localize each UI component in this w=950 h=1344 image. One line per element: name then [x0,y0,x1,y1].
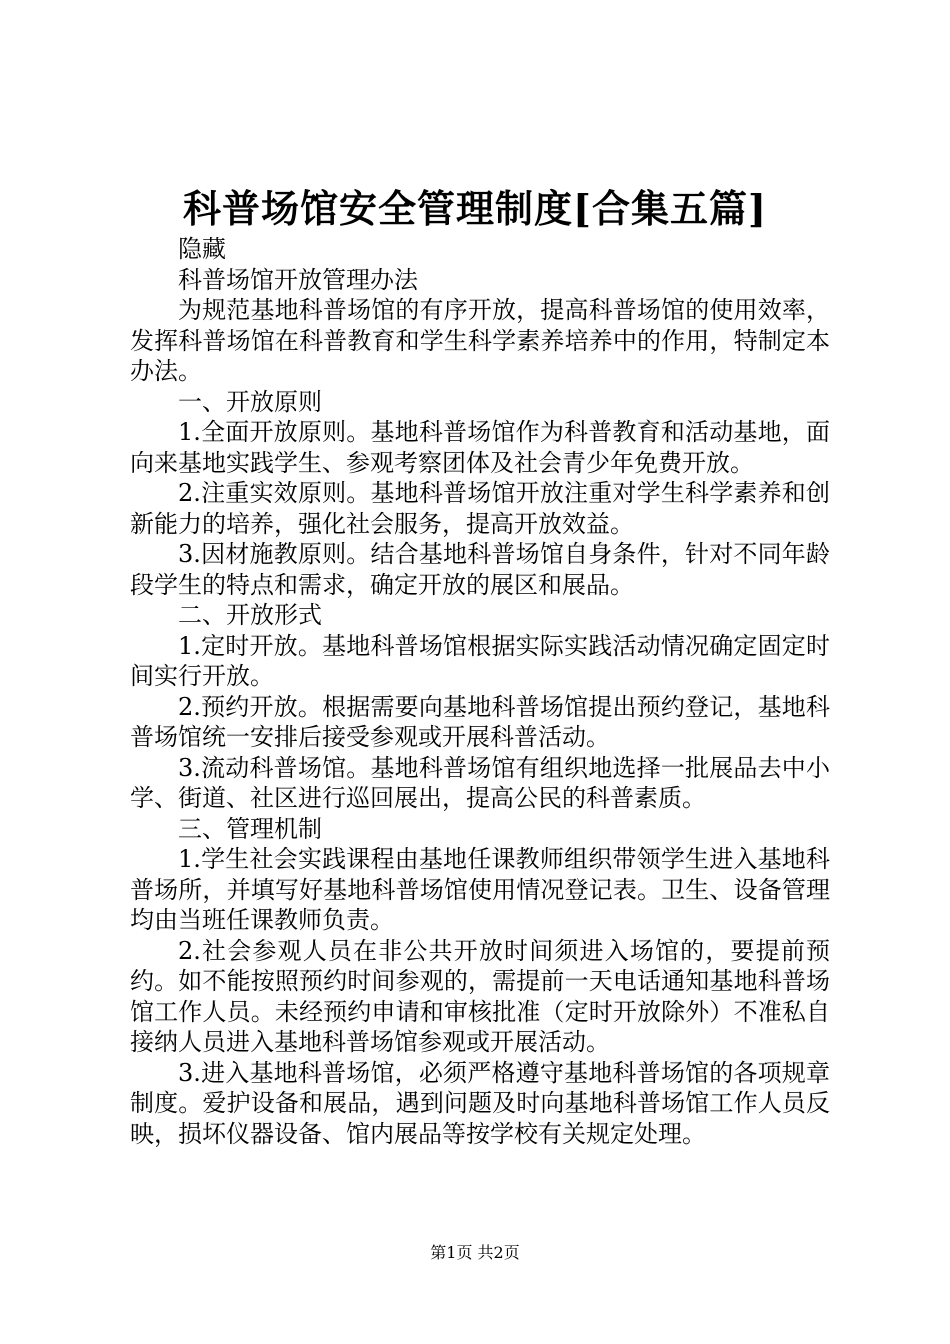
paragraph-management-2: 2.社会参观人员在非公共开放时间须进入场馆的，要提前预约。如不能按照预约时间参观的，需提前一天电话通知基地科普场馆工作人员。未经预约申请和审核批准（定时开放除外）不准私自接纳人员进入基地科普场馆参观或开展活动。 [130,936,830,1056]
section-heading-management: 三、管理机制 [178,814,322,843]
paragraph-management-3: 3.进入基地科普场馆，必须严格遵守基地科普场馆的各项规章制度。爱护设备和展品，遇到问题及时向基地科普场馆工作人员反映，损坏仪器设备、馆内展品等按学校有关规定处理。 [130,1058,830,1148]
paragraph-principle-3: 3.因材施教原则。结合基地科普场馆自身条件，针对不同年龄段学生的特点和需求，确定开放的展区和展品。 [130,540,830,599]
section-heading-forms: 二、开放形式 [178,601,322,629]
document-body [130,234,830,1149]
paragraph-principle-1: 1.全面开放原则。基地科普场馆作为科普教育和活动基地，面向来基地实践学生、参观考察团体及社会青少年免费开放。 [130,418,830,477]
paragraph-form-3: 3.流动科普场馆。基地科普场馆有组织地选择一批展品去中小学、街道、社区进行巡回展出，提高公民的科普素质。 [130,753,830,812]
page-footer: 第1页 共2页 [430,1243,520,1262]
document-title: 科普场馆安全管理制度[合集五篇] [183,186,767,231]
paragraph-principle-2: 2.注重实效原则。基地科普场馆开放注重对学生科学素养和创新能力的培养，强化社会服务，提高开放效益。 [130,479,830,538]
paragraph-intro: 为规范基地科普场馆的有序开放，提高科普场馆的使用效率，发挥科普场馆在科普教育和学生科学素养培养中的作用，特制定本办法。 [130,296,830,385]
paragraph-management-1: 1.学生社会实践课程由基地任课教师组织带领学生进入基地科普场所，并填写好基地科普场馆使用情况登记表。卫生、设备管理均由当班任课教师负责。 [130,845,830,934]
section-heading-principles: 一、开放原则 [178,387,322,416]
paragraph-form-1: 1.定时开放。基地科普场馆根据实际实践活动情况确定固定时间实行开放。 [130,631,830,690]
paragraph-hidden-note: 隐藏 [178,235,226,263]
paragraph-subtitle: 科普场馆开放管理办法 [178,265,418,294]
paragraph-form-2: 2.预约开放。根据需要向基地科普场馆提出预约登记，基地科普场馆统一安排后接受参观或开展科普活动。 [130,692,830,751]
